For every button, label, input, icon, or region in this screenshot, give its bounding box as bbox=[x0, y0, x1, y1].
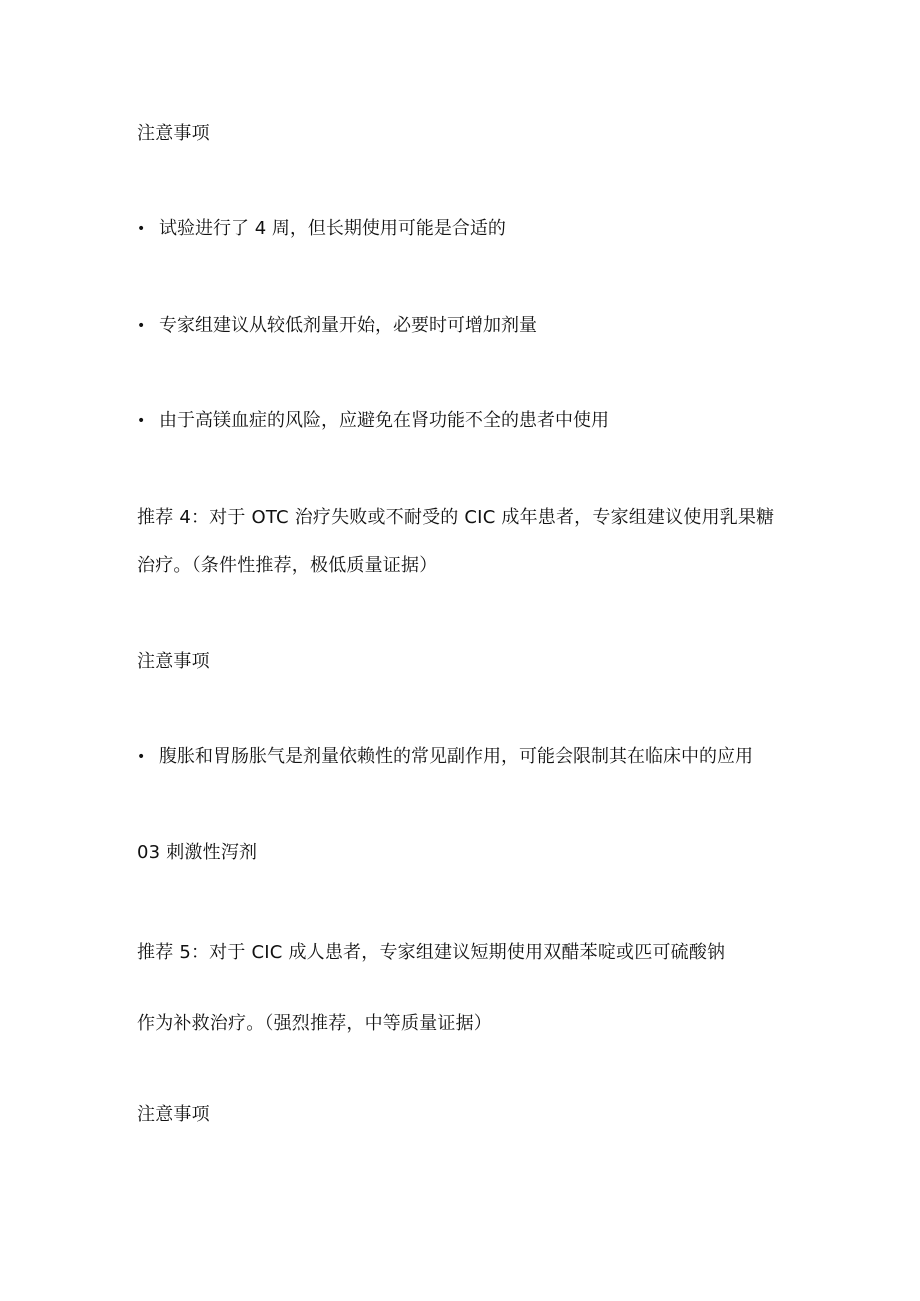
bullet-item-3 bbox=[137, 408, 609, 434]
recommendation-5-line-1: 推荐 5：对于 CIC 成人患者，专家组建议短期使用双醋苯啶或匹可硫酸钠 bbox=[137, 942, 726, 963]
bullet-item-4 bbox=[137, 744, 753, 770]
recommendation-4-line-1: 推荐 4：对于 OTC 治疗失败或不耐受的 CIC 成年患者，专家组建议使用乳果糖 bbox=[137, 507, 775, 528]
bullet-icon: • bbox=[137, 413, 146, 429]
bullet-text: 由于高镁血症的风险，应避免在肾功能不全的患者中使用 bbox=[159, 410, 609, 431]
bullet-text: 腹胀和胃肠胀气是剂量依赖性的常见副作用，可能会限制其在临床中的应用 bbox=[159, 746, 753, 767]
caution-heading-3: 注意事项 bbox=[137, 1104, 210, 1125]
recommendation-4-line-2: 治疗。（条件性推荐，极低质量证据） bbox=[137, 555, 438, 576]
bullet-text: 专家组建议从较低剂量开始，必要时可增加剂量 bbox=[159, 315, 537, 336]
caution-heading-2: 注意事项 bbox=[137, 651, 210, 672]
bullet-item-1 bbox=[137, 216, 506, 242]
recommendation-5-line-2: 作为补救治疗。（强烈推荐，中等质量证据） bbox=[137, 1013, 492, 1034]
bullet-item-2 bbox=[137, 313, 537, 339]
caution-heading-1: 注意事项 bbox=[137, 123, 210, 144]
bullet-icon: • bbox=[137, 318, 146, 334]
bullet-icon: • bbox=[137, 221, 146, 237]
section-heading-03: 03 刺激性泻剂 bbox=[137, 842, 258, 863]
bullet-text: 试验进行了 4 周，但长期使用可能是合适的 bbox=[159, 218, 506, 239]
bullet-icon: • bbox=[137, 749, 146, 765]
